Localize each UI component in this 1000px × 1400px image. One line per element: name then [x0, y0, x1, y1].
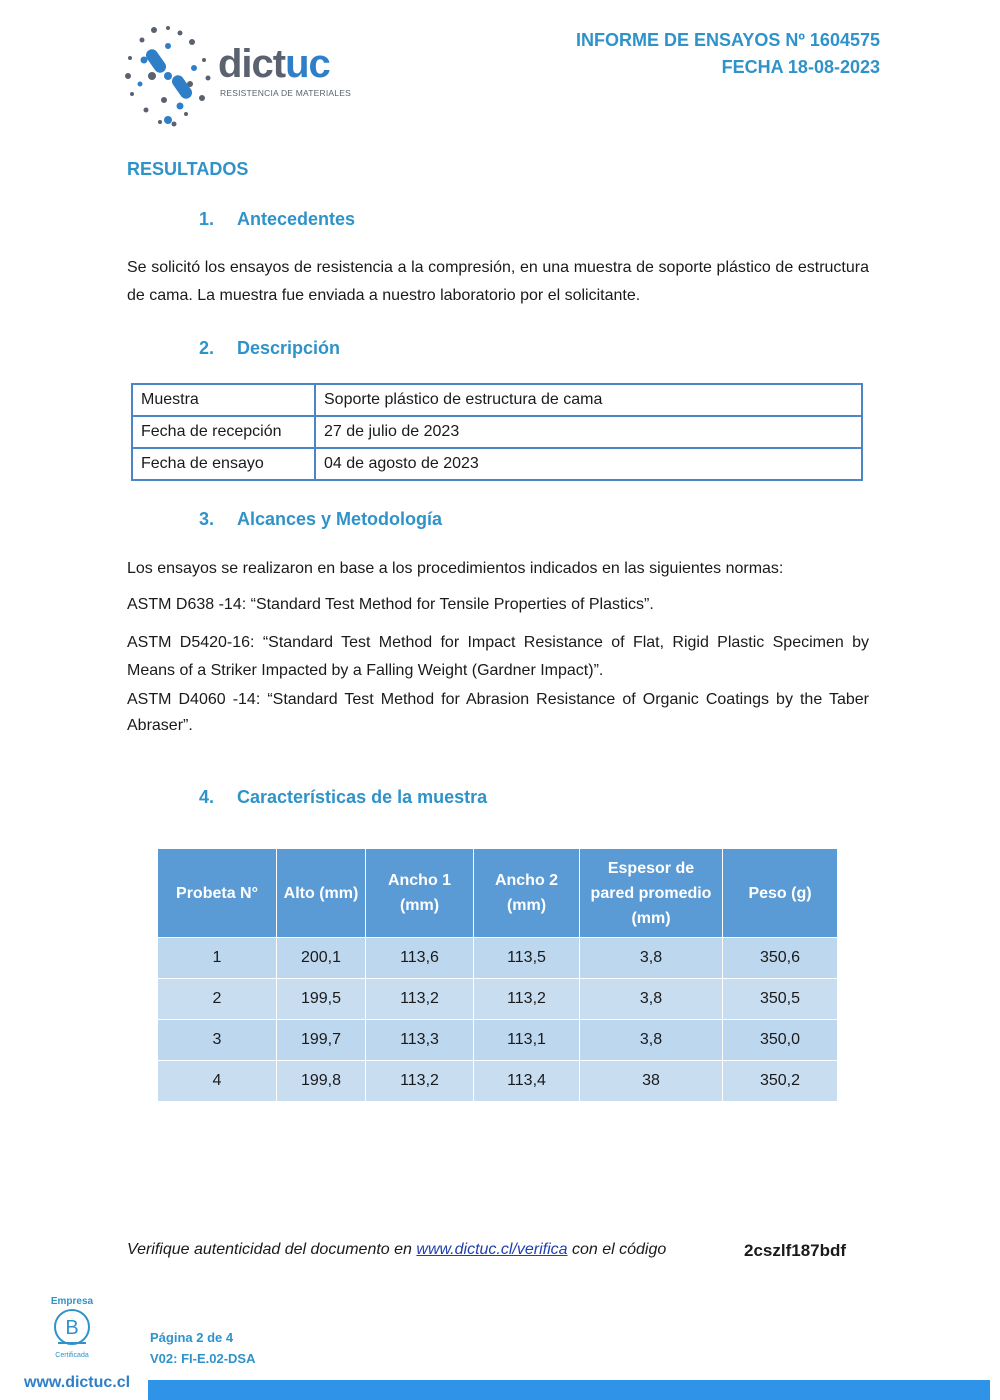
standard-item: [127, 629, 869, 685]
table-row: [132, 416, 862, 448]
description-label: Muestra: [132, 384, 315, 416]
alcances-intro: Los ensayos se realizaron en base a los procedimientos indicados en las siguientes normas:: [127, 560, 784, 577]
table-cell: 199,7: [277, 1020, 366, 1061]
table-cell: 113,2: [474, 979, 580, 1020]
table-cell: 113,3: [366, 1020, 474, 1061]
column-header: Alto (mm): [277, 849, 366, 938]
table-cell: 1: [158, 938, 277, 979]
column-header: Probeta N°: [158, 849, 277, 938]
heading-alcances: [199, 509, 442, 530]
logo-dots-icon: [124, 24, 216, 128]
table-row: [132, 448, 862, 480]
antecedentes-paragraph: Se solicitó los ensayos de resistencia a la compresión, en una muestra de soporte plástico de estructura de cama. La muestra fue enviada a nuestro laboratorio por el solicitante.: [127, 259, 869, 304]
column-header: Espesor de pared promedio (mm): [580, 849, 723, 938]
heading-number: 2.: [199, 338, 215, 358]
verification-link[interactable]: www.dictuc.cl/verifica: [416, 1241, 568, 1258]
description-label: Fecha de recepción: [132, 416, 315, 448]
description-value: 27 de julio de 2023: [315, 416, 862, 448]
table-cell: 199,5: [277, 979, 366, 1020]
table-cell: 4: [158, 1061, 277, 1102]
table-cell: 350,6: [723, 938, 838, 979]
table-cell: 38: [580, 1061, 723, 1102]
verification-line: [127, 1241, 666, 1259]
heading-antecedentes: [199, 209, 355, 230]
footer-website: www.dictuc.cl: [24, 1374, 131, 1391]
heading-text: Características de la muestra: [237, 787, 488, 807]
standard-item: [127, 591, 869, 619]
logo-wordmark-b: uc: [285, 42, 330, 86]
verification-code: 2cszlf187bdf: [744, 1241, 847, 1260]
table-cell: 200,1: [277, 938, 366, 979]
heading-caracteristicas: [199, 787, 487, 808]
table-cell: 350,2: [723, 1061, 838, 1102]
column-header: Ancho 2 (mm): [474, 849, 580, 938]
table-cell: 3,8: [580, 1020, 723, 1061]
standard-text: : “Standard Test Method for Tensile Properties of Plastics”.: [241, 596, 654, 613]
bcorp-circle-icon: [52, 1307, 92, 1347]
table-cell: 113,2: [366, 979, 474, 1020]
table-row: [158, 938, 838, 979]
page-number: Página 2 de 4: [150, 1330, 234, 1345]
standard-text: : “Standard Test Method for Impact Resistance of Flat, Rigid Plastic Specimen by Means of a Striker Impacted by a Falling Weight (Gardner Impact)”.: [127, 634, 869, 679]
table-cell: 113,5: [474, 938, 580, 979]
table-cell: 350,0: [723, 1020, 838, 1061]
table-cell: 199,8: [277, 1061, 366, 1102]
table-row: [132, 384, 862, 416]
bcorp-top-label: Empresa: [50, 1296, 94, 1307]
table-row: [158, 1061, 838, 1102]
bcorp-bottom-label: Certificada: [55, 1352, 89, 1359]
logo-wordmark-a: dict: [218, 42, 286, 86]
heading-text: Alcances y Metodología: [237, 509, 443, 529]
standard-item: [127, 687, 869, 739]
heading-number: 4.: [199, 787, 215, 807]
standard-text: : “Standard Test Method for Abrasion Resistance of Organic Coatings by the Taber Abraser”.: [127, 691, 870, 734]
column-header: Peso (g): [723, 849, 838, 938]
document-version: V02: FI-E.02-DSA: [150, 1351, 256, 1366]
table-cell: 113,2: [366, 1061, 474, 1102]
verification-prefix: Verifique autenticidad del documento en: [127, 1241, 417, 1258]
sample-characteristics-table: [157, 848, 838, 1102]
description-value: 04 de agosto de 2023: [315, 448, 862, 480]
description-label: Fecha de ensayo: [132, 448, 315, 480]
bcorp-badge: [48, 1296, 96, 1359]
logo-subtitle: RESISTENCIA DE MATERIALES: [220, 88, 351, 98]
column-header: Ancho 1 (mm): [366, 849, 474, 938]
description-table: [131, 383, 863, 481]
footer-bar: [148, 1380, 990, 1400]
dictuc-logo: [124, 24, 364, 128]
standard-code: ASTM D4060 -14: [127, 691, 256, 708]
table-row: [158, 979, 838, 1020]
standard-code: ASTM D638 -14: [127, 596, 242, 613]
table-cell: 3,8: [580, 979, 723, 1020]
table-cell: 2: [158, 979, 277, 1020]
table-cell: 3,8: [580, 938, 723, 979]
table-header-row: [158, 849, 838, 938]
bcorp-letter: B: [65, 1317, 79, 1339]
heading-number: 1.: [199, 209, 215, 229]
table-cell: 3: [158, 1020, 277, 1061]
heading-number: 3.: [199, 509, 215, 529]
table-cell: 113,1: [474, 1020, 580, 1061]
report-date: FECHA 18-08-2023: [721, 57, 880, 77]
table-cell: 113,6: [366, 938, 474, 979]
standard-code: ASTM D5420-16: [127, 634, 251, 651]
heading-text: Antecedentes: [237, 209, 356, 229]
section-title-resultados: RESULTADOS: [127, 159, 249, 179]
heading-text: Descripción: [237, 338, 341, 358]
report-number: INFORME DE ENSAYOS Nº 1604575: [575, 30, 880, 50]
heading-descripcion: [199, 338, 340, 359]
table-row: [158, 1020, 838, 1061]
logo-wordmark: [218, 42, 330, 87]
table-cell: 113,4: [474, 1061, 580, 1102]
description-value: Soporte plástico de estructura de cama: [315, 384, 862, 416]
table-cell: 350,5: [723, 979, 838, 1020]
verification-suffix: con el código: [567, 1241, 667, 1258]
